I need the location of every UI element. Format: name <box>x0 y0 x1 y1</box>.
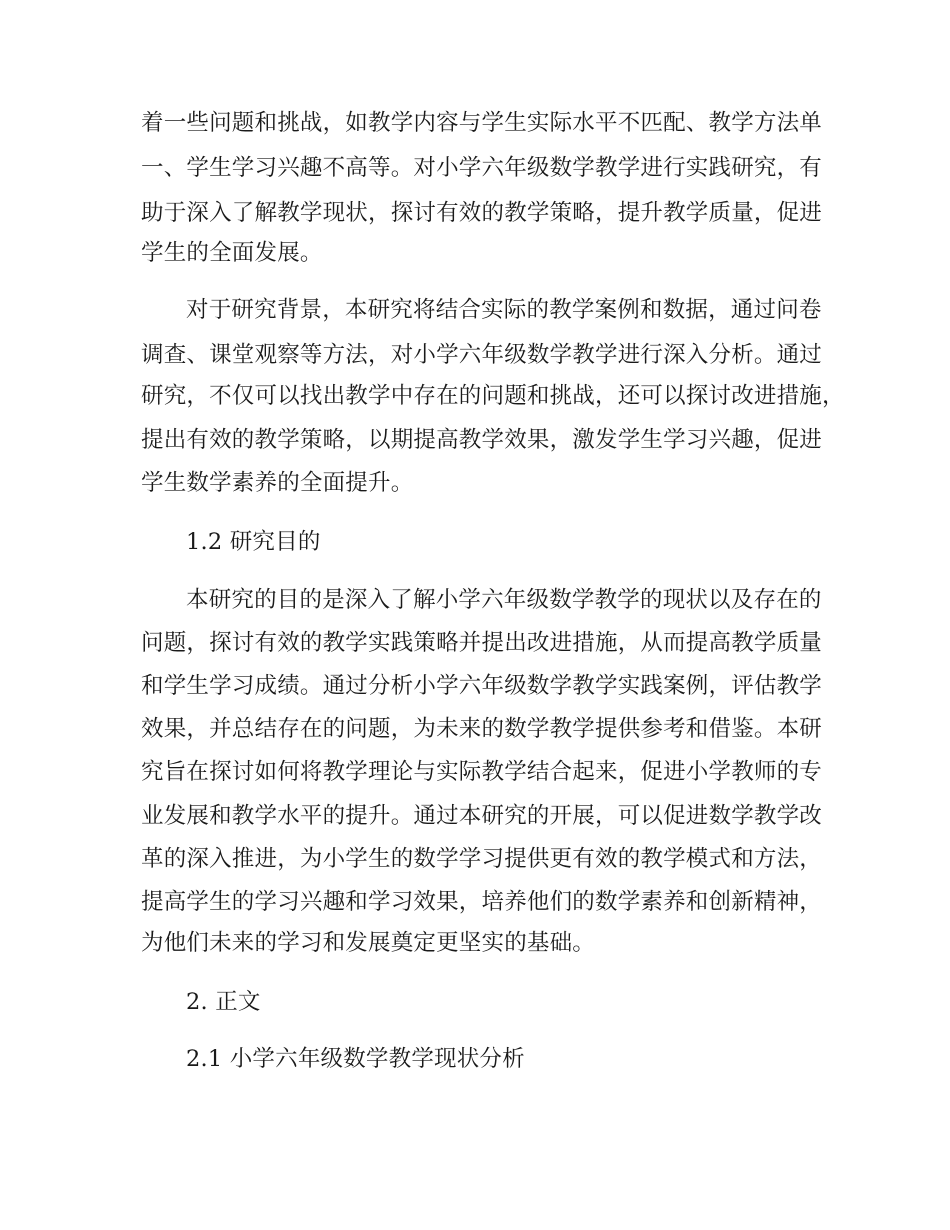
para2-line-5: 学生数学素养的全面提升。 <box>141 470 414 496</box>
para3-line-8: 提高学生的学习兴趣和学习效果，培养他们的数学素养和创新精神， <box>141 889 823 915</box>
para3-line-9: 为他们未来的学习和发展奠定更坚实的基础。 <box>141 930 596 956</box>
para3-line-6: 业发展和教学水平的提升。通过本研究的开展，可以促进数学教学改 <box>141 803 823 829</box>
heading-2-1: 2.1 小学六年级数学教学现状分析 <box>186 1046 525 1072</box>
para3-line-2: 问题，探讨有效的教学实践策略并提出改进措施，从而提高教学质量 <box>141 630 823 656</box>
para1-line-1: 着一些问题和挑战，如教学内容与学生实际水平不匹配、教学方法单 <box>141 110 823 136</box>
para3-line-7: 革的深入推进，为小学生的数学学习提供更有效的教学模式和方法， <box>141 846 823 872</box>
para2-line-2: 调查、课堂观察等方法，对小学六年级数学教学进行深入分析。通过 <box>141 342 823 368</box>
para3-line-1: 本研究的目的是深入了解小学六年级数学教学的现状以及存在的 <box>186 587 822 613</box>
para1-line-2: 一、学生学习兴趣不高等。对小学六年级数学教学进行实践研究，有 <box>141 155 823 181</box>
para1-line-3: 助于深入了解教学现状，探讨有效的教学策略，提升教学质量，促进 <box>141 200 823 226</box>
para1-line-4: 学生的全面发展。 <box>141 240 323 266</box>
para2-line-1: 对于研究背景，本研究将结合实际的教学案例和数据，通过问卷 <box>186 297 822 323</box>
para2-line-4: 提出有效的教学策略，以期提高教学效果，激发学生学习兴趣，促进 <box>141 427 823 453</box>
heading-2: 2. 正文 <box>186 989 261 1015</box>
para2-line-3: 研究，不仅可以找出教学中存在的问题和挑战，还可以探讨改进措施， <box>141 383 845 409</box>
para3-line-5: 究旨在探讨如何将教学理论与实际教学结合起来，促进小学教师的专 <box>141 759 823 785</box>
para3-line-4: 效果，并总结存在的问题，为未来的数学教学提供参考和借鉴。本研 <box>141 716 823 742</box>
para3-line-3: 和学生学习成绩。通过分析小学六年级数学教学实践案例，评估教学 <box>141 673 823 699</box>
heading-1-2: 1.2 研究目的 <box>186 529 321 555</box>
